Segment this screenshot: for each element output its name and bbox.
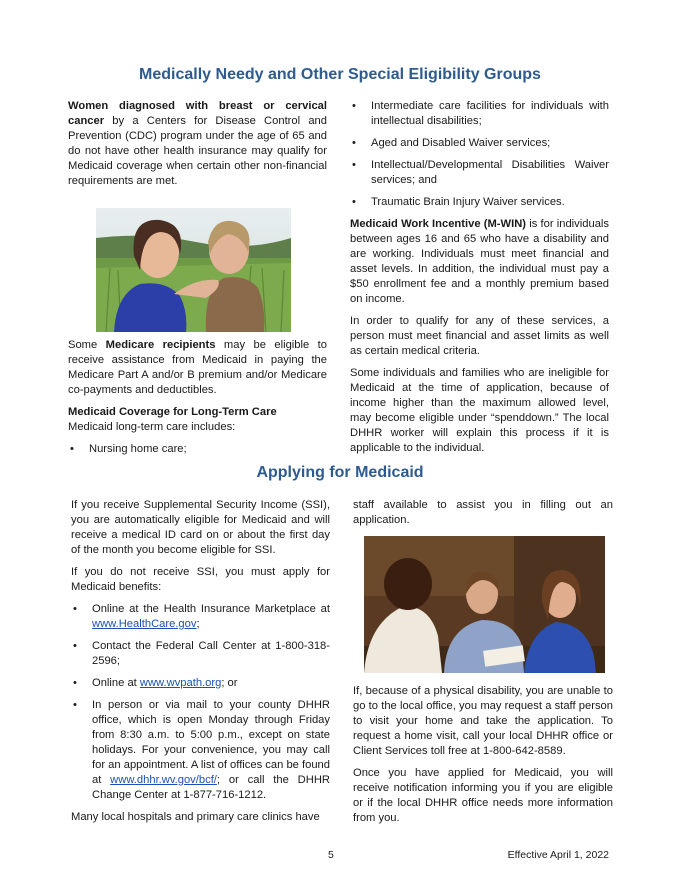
apply-methods-list bbox=[71, 602, 330, 803]
ltc-list-left bbox=[68, 442, 327, 457]
apply-method-wvpath bbox=[71, 676, 330, 691]
qualify-paragraph: In order to qualify for any of these services, a person must meet financial and asset limits as well as certain medical criteria. bbox=[350, 315, 609, 357]
ltc-intro: Medicaid long-term care includes: bbox=[68, 421, 236, 433]
hospitals-paragraph: Many local hospitals and primary care clinics have bbox=[71, 811, 320, 823]
spenddown-paragraph: Some individuals and families who are ineligible for Medicaid at the time of application, because of income higher than the maximum allowed level, may become eligible under “spenddown.” The local DHHR worker will explain this process if it is applicable to the individual. bbox=[350, 367, 609, 454]
applying-left-column bbox=[71, 498, 330, 832]
healthcare-gov-link[interactable]: www.HealthCare.gov bbox=[92, 618, 197, 630]
ltc-item-idd-waiver: • Intellectual/Developmental Disabilities Waiver services; and bbox=[350, 158, 609, 188]
cancer-text: by a Centers for Disease Control and Prevention (CDC) program under the age of 65 and do not have other health insurance may qualify for Medicaid coverage when certain other non-financial requirements are met. bbox=[68, 115, 327, 187]
wvpath-link[interactable]: www.wvpath.org bbox=[139, 677, 222, 689]
cancer-paragraph bbox=[68, 99, 327, 189]
mwin-text: is for individuals between ages 16 and 65 who have a disability and are working. Individuals must meet financial and asset levels. In addition, the individual must pay a $50 enrollment fee and a monthly premium based on income. bbox=[350, 218, 609, 305]
medicare-pre: Some bbox=[68, 339, 106, 351]
photo-consultation bbox=[364, 536, 605, 673]
apply-method-in-person bbox=[71, 698, 330, 803]
eligibility-left-column-lower bbox=[68, 338, 327, 464]
marketplace-pre: Online at the Health Insurance Marketplace at bbox=[92, 603, 330, 615]
medicare-text: may be eligible to receive assistance from Medicaid in paying the Medicare Part A and/or B premium and/or Medicare co-payments and deductibles. bbox=[68, 339, 327, 396]
page-number: 5 bbox=[328, 849, 334, 861]
mwin-bold: Medicaid Work Incentive (M-WIN) bbox=[350, 218, 526, 230]
ltc-list-right bbox=[350, 99, 609, 210]
ltc-item-intermediate-care: • Intermediate care facilities for individuals with intellectual disabilities; bbox=[350, 99, 609, 129]
ltc-item-aged-disabled: • Aged and Disabled Waiver services; bbox=[350, 136, 609, 151]
wvpath-pre: Online at bbox=[92, 677, 140, 689]
no-ssi-paragraph: If you do not receive SSI, you must apply for Medicaid benefits: bbox=[71, 566, 330, 593]
ssi-paragraph: If you receive Supplemental Security Income (SSI), you are automatically eligible for Medicaid and will receive a medical ID card on or about the first day of the month you become eligible for SSI. bbox=[71, 499, 330, 556]
apply-method-marketplace bbox=[71, 602, 330, 632]
in-person-pre: In person or via mail to your county DHHR office, which is open Monday through Friday from 8:30 a.m. to 5:00 p.m., except on state holidays. For your convenience, you may call for an appointment. A list of offices can be found at bbox=[92, 699, 330, 786]
marketplace-post: ; bbox=[196, 618, 200, 630]
notification-paragraph: Once you have applied for Medicaid, you will receive notification informing you if you are eligible or if the local DHHR office needs more information from you. bbox=[353, 767, 613, 824]
in-person-post: ; or call the DHHR Change Center at 1-877-716-1212. bbox=[92, 774, 330, 801]
wvpath-post: ; or bbox=[221, 677, 238, 689]
apply-method-call-center: • Contact the Federal Call Center at 1-800-318-2596; bbox=[71, 639, 330, 669]
ltc-item-nursing-home: • Nursing home care; bbox=[68, 442, 327, 457]
medicare-bold: Medicare recipients bbox=[105, 339, 216, 351]
staff-paragraph: staff available to assist you in filling out an application. bbox=[353, 499, 613, 526]
disability-paragraph: If, because of a physical disability, you are unable to go to the local office, you may request a staff person to visit your home and take the application. To request a home visit, call your local DHHR office or Client Services toll free at 1-800-642-8589. bbox=[353, 685, 613, 757]
cancer-bold: Women diagnosed with breast or cervical cancer bbox=[68, 100, 327, 127]
section-title-eligibility-groups: Medically Needy and Other Special Eligibility Groups bbox=[139, 66, 541, 83]
ltc-item-tbi-waiver: • Traumatic Brain Injury Waiver services. bbox=[350, 195, 609, 210]
photo-consultation-image bbox=[364, 536, 605, 673]
ltc-paragraph bbox=[68, 405, 327, 435]
effective-date: Effective April 1, 2022 bbox=[507, 849, 609, 861]
dhhr-offices-link[interactable]: www.dhhr.wv.gov/bcf/ bbox=[110, 774, 217, 786]
eligibility-right-column bbox=[350, 99, 609, 463]
applying-right-column bbox=[353, 498, 613, 535]
applying-right-column-lower bbox=[353, 684, 613, 833]
medicare-paragraph bbox=[68, 338, 327, 398]
photo-mother-daughter-image bbox=[96, 208, 291, 332]
eligibility-left-column bbox=[68, 99, 327, 196]
ltc-heading: Medicaid Coverage for Long-Term Care bbox=[68, 406, 277, 418]
section-title-applying: Applying for Medicaid bbox=[256, 464, 424, 481]
mwin-paragraph bbox=[350, 217, 609, 307]
photo-mother-daughter bbox=[96, 208, 291, 332]
